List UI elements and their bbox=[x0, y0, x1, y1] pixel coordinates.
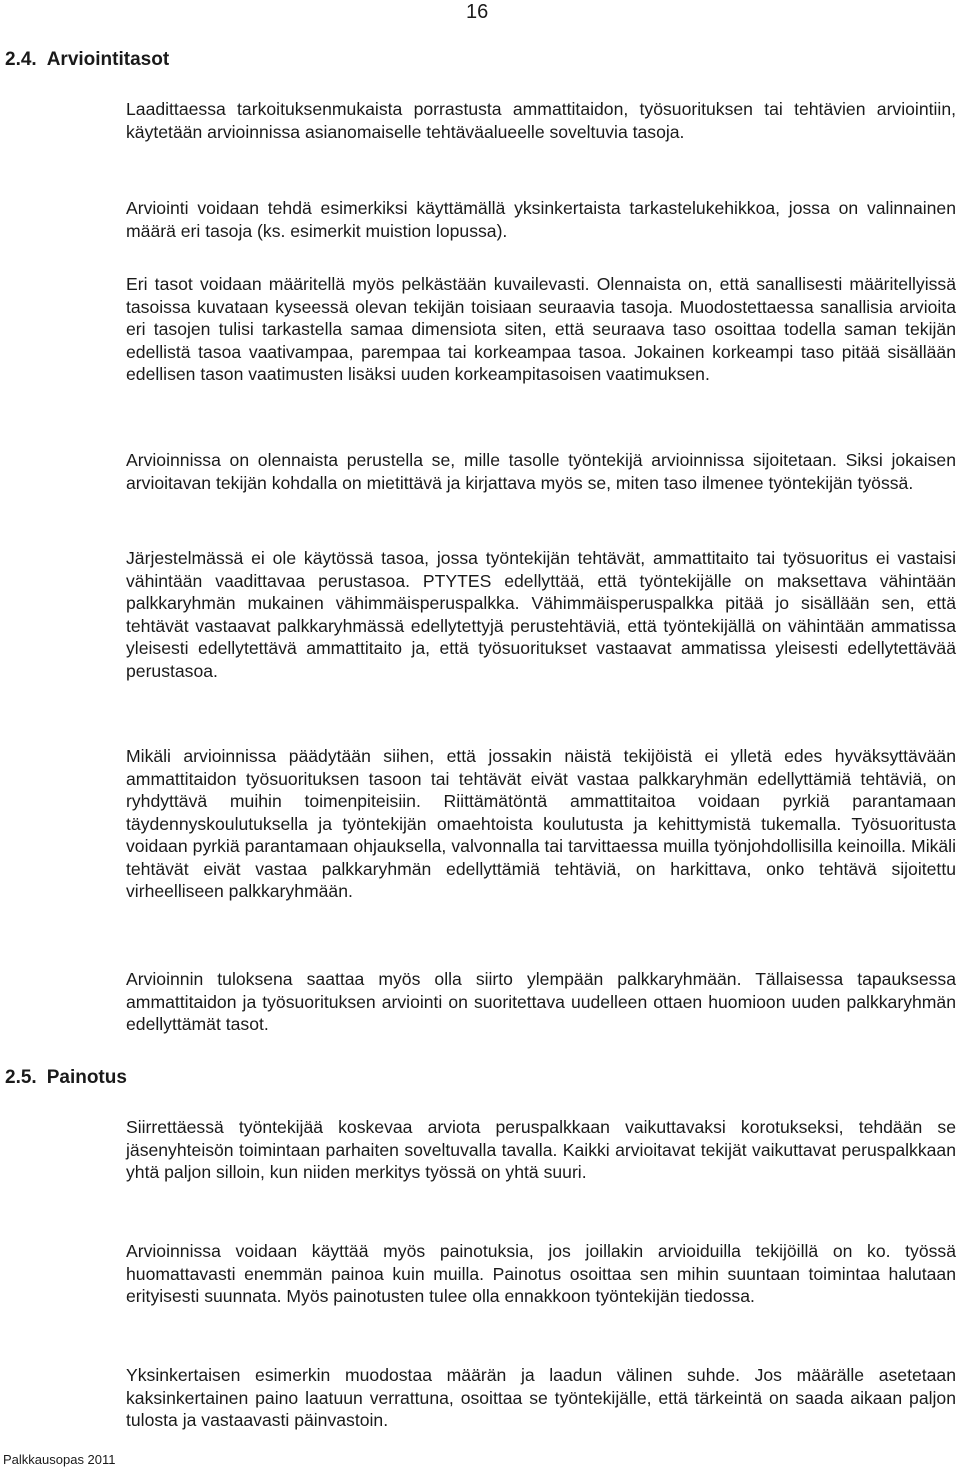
paragraph: Eri tasot voidaan määritellä myös pelkästään kuvailevasti. Olennaista on, että sanallisesti määritellyissä tasoissa kuvataan kyseessä olevan tekijän toisiaan seuraavia tasoja. Muodostettaessa sanallisia arvioita eri tasojen tulisi tarkastella samaa dimensiota siten, että seuraava taso osoittaa todella saman tekijän edellistä tasoa vaativampaa, parempaa tai korkeampaa tasoa. Jokainen korkeampi taso pitää sisällään edellisen tason vaatimusten lisäksi uuden korkeampitasoisen vaatimuksen. bbox=[126, 274, 956, 384]
paragraph: Laadittaessa tarkoituksenmukaista porrastusta ammattitaidon, työsuorituksen tai tehtävien arviointiin, käytetään arvioinnissa asianomaiselle tehtäväalueelle soveltuvia tasoja. bbox=[126, 99, 956, 142]
paragraph: Arviointi voidaan tehdä esimerkiksi käyttämällä yksinkertaista tarkastelukehikkoa, jossa on valinnainen määrä eri tasoja (ks. esimerkit muistion lopussa). bbox=[126, 198, 956, 241]
section-title: Painotus bbox=[46, 1067, 127, 1088]
section-title: Arviointitasot bbox=[46, 49, 170, 70]
section-heading-arviointitasot bbox=[5, 48, 169, 72]
page-number: 16 bbox=[466, 1, 489, 23]
paragraph: Siirrettäessä työntekijää koskevaa arviota peruspalkkaan vaikuttavaksi korotukseksi, tehdään se jäsenyhteisön toimintaan parhaiten soveltuvalla tavalla. Kaikki arvioitavat tekijät vaikuttavat peruspalkkaan yhtä paljon silloin, kun niiden merkitys työssä on yhtä suuri. bbox=[126, 1117, 956, 1182]
paragraph: Arvioinnin tuloksena saattaa myös olla siirto ylempään palkkaryhmään. Tällaisessa tapauksessa ammattitaidon ja työsuorituksen arviointi on suoritettava uudelleen ottaen huomioon uuden palkkaryhmän edellyttämät tasot. bbox=[126, 969, 956, 1034]
footer-text: Palkkausopas 2011 bbox=[3, 1452, 116, 1467]
section-number: 2.4. bbox=[5, 49, 37, 70]
section-heading-painotus bbox=[5, 1066, 127, 1090]
paragraph: Mikäli arvioinnissa päädytään siihen, että jossakin näistä tekijöistä ei ylletä edes hyväksyttävään ammattitaidon työsuorituksen tasoon tai tehtävät eivät vastaa palkkaryhmän edellyttämiä tehtäviä, on ryhdyttävä muihin toimenpiteisiin. Riittämätöntä ammattitaitoa voidaan pyrkiä parantamaan täydennyskoulutuksella ja työntekijän omaehtoista koulutusta ja kehittymistä tukemalla. Työsuoritusta voidaan pyrkiä parantamaan ohjauksella, valvonnalla tai tarvittaessa muilla työnjohdollisilla keinoilla. Mikäli tehtävät eivät vastaa palkkaryhmän edellyttämiä tehtäviä, on harkittava, onko tehtävä sijoitettu virheelliseen palkkaryhmään. bbox=[126, 746, 956, 901]
paragraph: Arvioinnissa voidaan käyttää myös painotuksia, jos joillakin arvioiduilla tekijöillä on ko. työssä huomattavasti enemmän painoa kuin muilla. Painotus osoittaa sen mihin suuntaan toimintaa halutaan erityisesti suunnata. Myös painotusten tulee olla ennakkoon työntekijän tiedossa. bbox=[126, 1241, 956, 1306]
paragraph: Järjestelmässä ei ole käytössä tasoa, jossa työntekijän tehtävät, ammattitaito tai työsuoritus ei vastaisi vähintään vaadittavaa perustasoa. PTYTES edellyttää, että työntekijälle on maksettava vähintään palkkaryhmän mukainen vähimmäisperuspalkka. Vähimmäisperuspalkka pitää jo sisällään sen, että tehtävät vastaavat palkkaryhmässä edellytettyjä perustehtäviä, että työntekijällä on vähintään ammatissa yleisesti edellytettävä ammattitaito ja, että työsuoritukset vastaavat ammatissa yleisesti edellytettävää perustasoa. bbox=[126, 548, 956, 681]
paragraph: Yksinkertaisen esimerkin muodostaa määrän ja laadun välinen suhde. Jos määrälle asetetaan kaksinkertainen paino laatuun verrattuna, osoittaa se työntekijälle, että tärkeintä on saada aikaan paljon tulosta ja vastaavasti päinvastoin. bbox=[126, 1365, 956, 1430]
paragraph: Arvioinnissa on olennaista perustella se, mille tasolle työntekijä arvioinnissa sijoitetaan. Siksi jokaisen arvioitavan tekijän kohdalla on mietittävä ja kirjattava myös se, miten taso ilmenee työntekijän työssä. bbox=[126, 450, 956, 493]
section-number: 2.5. bbox=[5, 1067, 37, 1088]
